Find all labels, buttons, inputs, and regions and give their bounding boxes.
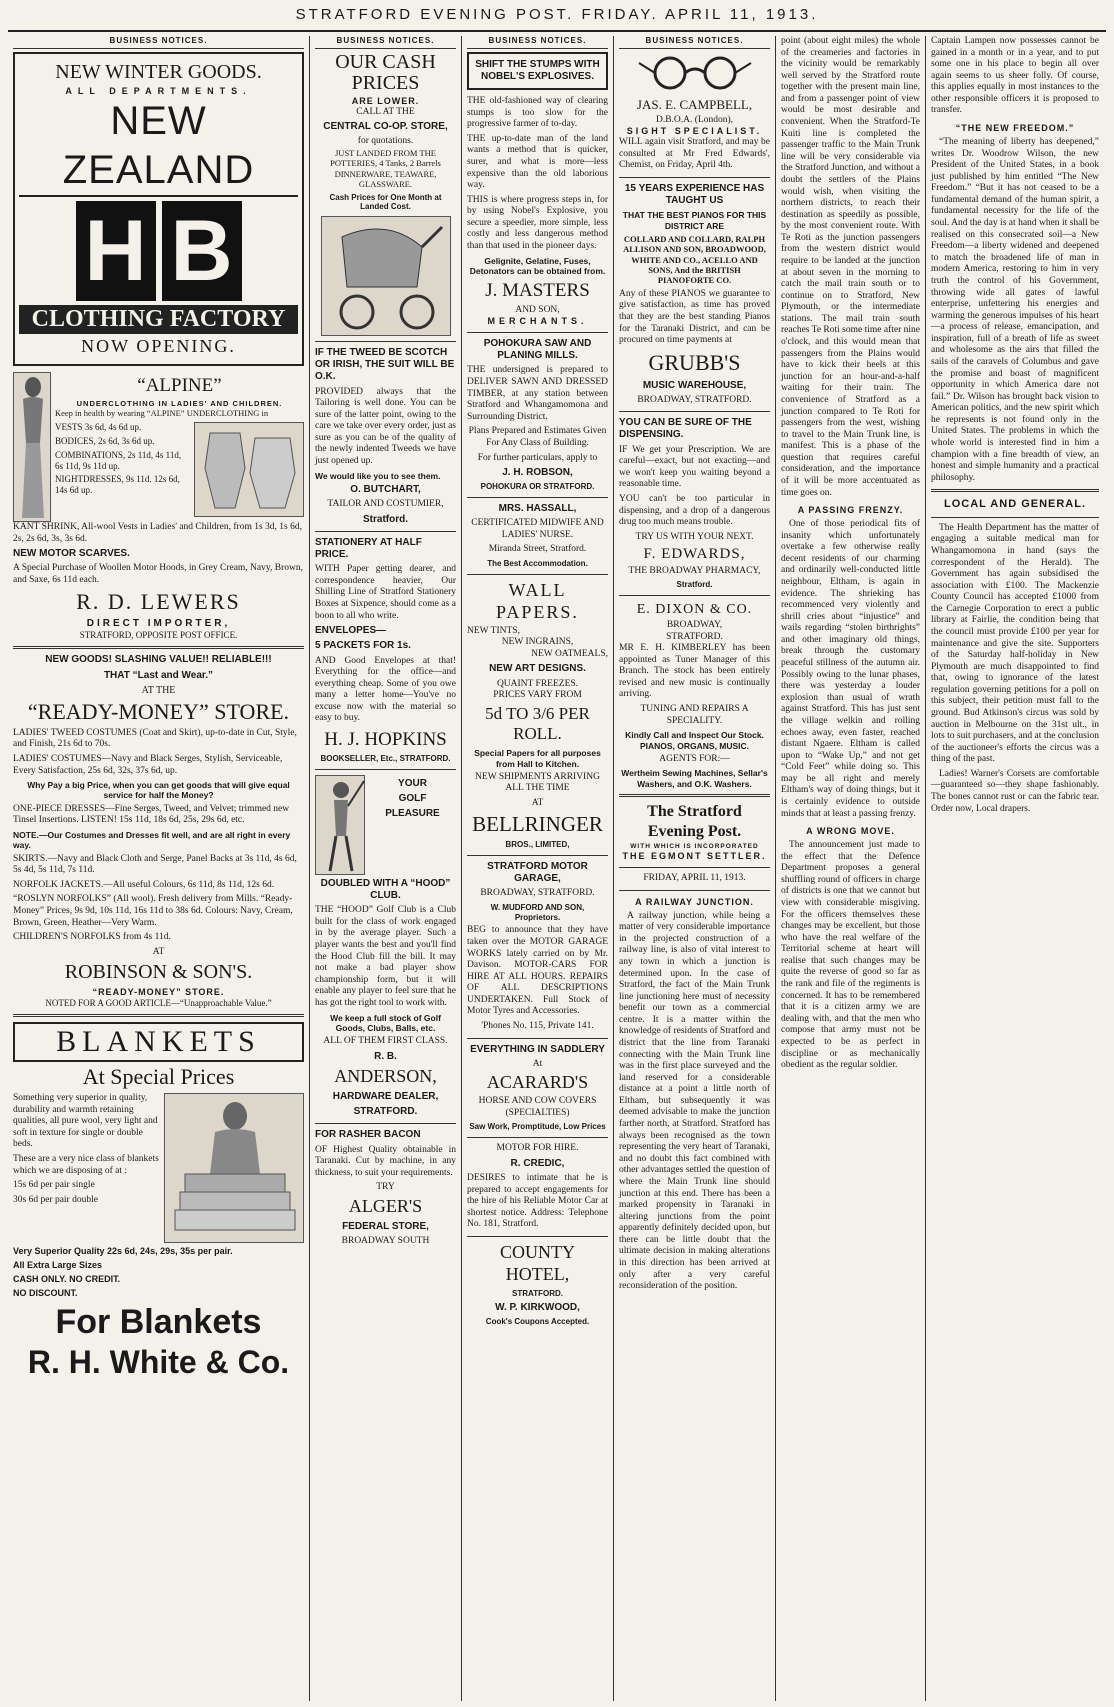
golfer-illustration (315, 775, 365, 875)
golf-your: YOUR (398, 777, 427, 789)
wall-bros: BROS., LIMITED, (505, 840, 570, 850)
ready-tweed: LADIES' TWEED COSTUMES (Coat and Skirt), up-to-date in Cut, Style, and Finish, 21s 6d to 70s. (13, 727, 297, 750)
spectacles-icon (635, 53, 755, 93)
col3-header: BUSINESS NOTICES. (467, 36, 608, 49)
local-hd: LOCAL AND GENERAL. (943, 498, 1087, 511)
wall-prices: PRICES VARY FROM (493, 690, 582, 701)
pianos-bw: BROADWAY, STRATFORD. (637, 394, 752, 405)
cash-lower: ARE LOWER. (351, 95, 420, 106)
ready-note: NOTE.—Our Costumes and Dresses fit well, and are all right in every way. (13, 829, 291, 851)
wall-range: 5d TO 3/6 PER ROLL. (485, 703, 590, 744)
wall-shipments: NEW SHIPMENTS ARRIVING ALL THE TIME (475, 771, 600, 794)
blankets-desc1: Something very superior in quality, durability and warmth retaining qualities, all pure wool, very light and soft in texture for single or double beds. (13, 1093, 158, 1150)
blankets-advert (13, 1022, 304, 1383)
blankets-white: R. H. White & Co. (27, 1344, 290, 1381)
dispensing-try: TRY US WITH YOUR NEXT. (635, 531, 754, 542)
anderson-stratford: STRATFORD. (353, 1106, 418, 1118)
stationery-packets: 5 PACKETS FOR 1s. (315, 640, 411, 652)
motor-desires: DESIRES to intimate that he is prepared to accept engagements for the hire of his Reliable Motor Car at shortest notice. Address: Telephone No. 181, Stratford. (467, 1173, 608, 1230)
lewers-name: R. D. LEWERS (76, 589, 241, 615)
dixon-agents: AGENTS FOR:— (659, 753, 730, 764)
junction-text: A railway junction, while being a matter of very considerable importance in the projected construction of a railway line, is also of vital interest to any town in which a junction is determined upon. In the case of Stratford, the fact of the Main Trunk line junctioning here must of necessity benefit our town as a commercial centre. It is a matter within the knowledge of residents of Stratford and district that the line from Taranaki connecting with the Main Trunk line was in the first place surveyed and the land reserved for a considerable distance at a point a little north of Eltham, but subsequently it was deemed advisable to make the junction farther north, at Stratford. Stratford has always been recognised as the town representing the very heart of Taranaki, and no doubt this fact combined with other advantages settled the question of where the Main Trunk line should junction at this end. There has been a marked propensity in Taranaki in altering junctions from the point apparently definitely decided upon, but there can be little doubt that the ultimate decision in making alterations in this direction has been arrived at only after a very careful reconsideration of the position. (619, 910, 770, 1292)
pohokura-under: THE undersigned is prepared to DELIVER SAWN AND DRESSED TIMBER, at any station between Stratford and Whangamomona and Surrounding District. (467, 365, 608, 422)
butchart-name: O. BUTCHART, (350, 483, 421, 495)
hb-opening: NOW OPENING. (81, 335, 236, 356)
saddlery-acarad: ACARARD'S (486, 1072, 589, 1093)
rasher-federal: FEDERAL STORE, (342, 1220, 429, 1232)
wrong-text: The announcement just made to the effect that the Defence Department proposes a general shuffling round of officers in charge of districts is one that we cannot but view with considerable misgiving. For the officers themselves these changes may be excellent, but those who have the real welfare of the Territorial scheme at heart will realise that such changes may be quite the reverse of good so far as the rank and file of the regiments is concerned. It has to be remembered that it is a citizen army we are dealing with, and that the men who compose that army must not be expected to be as perfect in discipline or as mechanically obedient as the regular soldier. (781, 840, 920, 1071)
rasher-try: TRY (376, 1182, 395, 1193)
ready-onepiece: ONE-PIECE DRESSES—Fine Serges, Tweed, and Velvet; trimmed new Tinsel Insertions. LISTEN! 15s 11d, 18s 6d, 25s, 29s 6d, etc. (13, 803, 290, 826)
garage-beg: BEG to announce that they have taken over the MOTOR GARAGE WORKS lately carried on by Mr. Davison. MOTOR-CARS FOR HIRE AT ALL HOURS. REPAIRS OF ALL DESCRIPTIONS UNDERTAKEN. Full Stock of Motor Tyres and Accessories. (467, 925, 608, 1017)
campbell-will: WILL again visit Stratford, and may be consulted at Mr Fred Edwards', Chemist, on Friday, April 4th. (619, 137, 770, 171)
paper-incorp: WITH WHICH IS INCORPORATED (630, 843, 759, 851)
columns (8, 36, 1106, 1701)
saddlery-at: At (532, 1058, 543, 1069)
ready-norfolk: NORFOLK JACKETS.—All useful Colours, 6s 11d, 8s 11d, 12s 6d. (13, 879, 275, 890)
shift-this: THIS is where progress steps in, for by using Nobel's Explosive, you secure a speedier, more simple, less costly and less dangerous method than that used in the pioneer days. (467, 194, 608, 252)
hb-letter-b: B (162, 201, 242, 301)
ready-rm-store: “READY-MONEY” STORE. (92, 986, 225, 997)
dixon-bw: BROADWAY, (666, 619, 723, 630)
motor-hd: MOTOR FOR HIRE. (496, 1143, 579, 1154)
ready-noted: NOTED FOR A GOOD ARTICLE—“Unapproachable Value.” (45, 997, 272, 1008)
county-strat: STRATFORD. (512, 1288, 563, 1298)
ready-top: NEW GOODS! SLASHING VALUE!! RELIABLE!!! (45, 654, 272, 666)
frenzy-text: One of those periodical fits of insanity which unfortunately overtake a few otherwise really decent residents of our charming and ordinarily well-conducted little neighbour, Eltham, is again in evidence. The shrieking has recommenced very violently and shrill cries about “injustice” and wails regarding “stolen birthrights” and other imaginary old things, break through the customary peaceful stillness of the autumn air. Possibly owing to the lunar phases, there was yesterday a louder explosion than usual of wrath against Stratford. This has just sent the village welkin and rolling echoes away, even faster, reached distant Ngaere. Eltham is called upon to “Wake Up,” and not get “Cold Feet” while doing so. This may be all right and merely Eltham's way of doing things, but it is certainly evidence to outside minds that at least a passing frenzy. (781, 519, 920, 819)
stationery-envelopes: ENVELOPES— (315, 625, 387, 637)
wall-hd: WALL PAPERS. (496, 579, 579, 622)
county-hd: COUNTY HOTEL, (500, 1241, 575, 1284)
garage-mudford: W. MUDFORD AND SON, Proprietors. (490, 902, 585, 922)
ready-robinson: ROBINSON & SON'S. (64, 961, 253, 984)
cash-landed: JUST LANDED FROM THE POTTERIES, 4 Tanks, 2 Barrels DINNERWARE, TEAWARE, GLASSWARE. (330, 148, 441, 190)
blankets-desc2: These are a very nice class of blankets which we are disposing of at : (13, 1153, 159, 1176)
golf-pleasure: PLEASURE (385, 808, 440, 820)
saddlery-sew: Saw Work, Promptitude, Low Prices (469, 1122, 606, 1132)
masters-son: AND SON, (515, 304, 560, 315)
stationery-paper: WITH Paper getting dearer, and correspondence heavier, Our Shilling Line of Stratford Stationery Boxes at Sixpence, should come as a boon to all who write. (315, 564, 456, 621)
wrong-hd: A WRONG MOVE. (806, 826, 895, 837)
anderson-name: ANDERSON, (334, 1066, 437, 1087)
rasher-broadway: BROADWAY SOUTH (341, 1235, 430, 1246)
pianos-best: THAT THE BEST PIANOS FOR THIS DISTRICT ARE (622, 210, 767, 231)
ready-roslyn: “ROSLYN NORFOLKS” (All wool). Fresh delivery from Mills. “Ready-Money” Prices, 9s 9d, 10s 11d, 16s 11d to 38s 6d. Colours: Navy, Cream, Brown, Green, Heather—Very Warm. (13, 894, 293, 928)
shift-uptodate: THE up-to-date man of the land wants a method that is quicker, surer, and what is more—less expensive than the old laborious way. (467, 133, 608, 191)
blankets-price2: 30s 6d per pair double (13, 1194, 98, 1205)
column-3 (462, 36, 614, 1701)
blankets-cash: CASH ONLY. NO CREDIT. (13, 1274, 121, 1285)
motor-credic: R. CREDIC, (510, 1157, 565, 1169)
local-text: The Health Department has the matter of engaging a suitable medical man for Whangamomona in hand (says the correspondent of the Herald). The Government has again subsidised the association with £100. The Mackenzie County Council has accepted £1000 from the Carnegie Corporation to erect a public library at Fairlie, the condition being that the council must provide £100 per year for maintenance and give the site. Supporters of the Saturday half-holiday in New Plymouth are much disappointed to find that, owing to ignorance of the latest regulation governing petitions for a poll on this subject, their petition must fall to the ground. Bud Atkinson's circus was sold by auction in Melbourne on the 31st ult., in lots to suit purchasers, and at the conclusion of the auctioneer's efforts the circus was a thing of the past. (931, 522, 1099, 765)
hb-factory: CLOTHING FACTORY (19, 305, 298, 334)
frenzy-hd: A PASSING FRENZY. (797, 505, 904, 516)
dispensing-hd: YOU CAN BE SURE OF THE DISPENSING. (619, 417, 752, 441)
campbell-name: JAS. E. CAMPBELL, (636, 96, 753, 112)
golf-doubled: DOUBLED WITH A “HOOD” CLUB. (320, 877, 451, 902)
masters-name: J. MASTERS (485, 280, 590, 302)
column-2 (310, 36, 462, 1701)
edwards-pharmacy: THE BROADWAY PHARMACY, (628, 565, 761, 576)
wall-special: Special Papers for all purposes from Hall to Kitchen. (474, 748, 601, 769)
underwear-illustration (194, 422, 304, 517)
hb-advert (13, 52, 304, 366)
hb-nz: NEW ZEALAND (19, 97, 298, 197)
alpine-sub: UNDERCLOTHING IN LADIES' AND CHILDREN. (76, 399, 283, 409)
anderson-hardware: HARDWARE DEALER, (332, 1090, 439, 1102)
ready-title: “READY-MONEY” STORE. (27, 698, 290, 724)
rasher-algers: ALGER'S (348, 1195, 423, 1216)
local-ladies: Ladies! Warner's Corsets are comfortable—guaranteed so—they shape fashionably. The bones cannot rust or can the fabric tear. Order now, Local drapers. (931, 768, 1099, 814)
edwards-strat: Stratford. (676, 580, 713, 590)
dispensing-if: IF We get your Prescription. We are careful—exact, but not exacting—and we won't keep you waiting beyond a reasonable time. (619, 444, 770, 490)
ready-at-the: AT THE (141, 684, 176, 696)
blankets-title: BLANKETS (13, 1022, 304, 1063)
dixon-kimberley: MR E. H. KIMBERLEY has been appointed as Tuner Manager of this Branch. The stock has been entirely revised and new music is continually arriving. (619, 643, 770, 700)
wall-art: NEW ART DESIGNS. (489, 663, 586, 675)
blankets-for: For Blankets (55, 1302, 262, 1341)
county-cooks: Cook's Coupons Accepted. (485, 1316, 590, 1326)
shift-hd: SHIFT THE STUMPS WITH NOBEL'S EXPLOSIVES. (475, 58, 600, 82)
pianos-makers: COLLARD AND COLLARD, RALPH ALLISON AND SON, BROADWOOD, WHITE AND CO., ACELLO AND SONS, And the BRITISH PIANOFORTE CO. (623, 233, 766, 286)
pianos-music: MUSIC WAREHOUSE, (642, 379, 747, 391)
alpine-scarves: A Special Purchase of Woollen Motor Hoods, in Grey Cream, Navy, Brown, and Saxe, 6s 11d each. (13, 563, 303, 585)
campbell-sight: SIGHT SPECIALIST. (626, 126, 763, 137)
shift-old: THE old-fashioned way of clearing stumps is too slow for the progressive farmer of to-day. (467, 96, 608, 130)
blankets-price1: 15s 6d per pair single (13, 1180, 95, 1191)
stationery-hd: STATIONERY AT HALF PRICE. (315, 536, 422, 561)
shift-title-box (467, 52, 608, 90)
wall-ingrains: NEW INGRAINS, (501, 637, 574, 648)
pohokura-hd: POHOKURA SAW AND PLANING MILLS. (483, 338, 592, 362)
paper-date: FRIDAY, APRIL 11, 1913. (643, 873, 746, 884)
edwards-name: F. EDWARDS, (643, 546, 746, 563)
alpine-combinations: COMBINATIONS, 2s 11d, 4s 11d, 6s 11d, 9s 11d up. (55, 449, 182, 471)
masters-merchants: MERCHANTS. (487, 316, 588, 327)
rasher-hd: FOR RASHER BACON (315, 1129, 421, 1141)
wall-tints: NEW TINTS, (467, 625, 520, 636)
butchart-tailor: TAILOR AND COSTUMIER, (327, 499, 444, 510)
pohokura-further: For further particulars, apply to (477, 452, 598, 463)
hassall-name: MRS. HASSALL, (498, 503, 577, 515)
paper-title: The Stratford Evening Post. (647, 803, 742, 840)
paper-settler: THE EGMONT SETTLER. (622, 851, 767, 862)
freedom-text: “The meaning of liberty has deepened,” writes Dr. Woodrow Wilson, the new President of the United States, in a book just published by him entitled “The New Freedom.” “But it has not ceased to be a fundamental demand of the human spirit, a fundamental necessity for the life of the soul. And the day is at hand when it shall be realised on this consecrated soil—a New Freedom—a liberty widened and deepened to match the broadened life of man in modern America, restoring to him in very truth the control of his Government, throwing wide all gates of lawful enterprise, unfettering his energies and warming the generous impulses of his heart—a process of release, emancipation, and inspiration, full of a breath of life as sweet and wholesome as the airs that filled the sails of the caravels of Columbus and gave the promise and boast of magnificent opportunity in which America dare not fail.” Dr. Wilson has brought back vision to American politics, and the new spirit which he represents is not found only in the United States. The problems in which the whole world is interested find in him a champion with a fine breadth of view, an honest and simple humanity and a practical philosophy. (931, 137, 1099, 483)
col4-header: BUSINESS NOTICES. (619, 36, 770, 49)
cash-central: CENTRAL CO-OP. STORE, (323, 121, 448, 133)
tweed-hd: IF THE TWEED BE SCOTCH OR IRISH, THE SUIT WILL BE O.K. (315, 347, 455, 383)
alpine-bodices: BODICES, 2s 6d, 3s 6d up. (55, 435, 155, 446)
saddlery-hd: EVERYTHING IN SADDLERY (470, 1043, 605, 1055)
cash-prices: Cash Prices for One Month at Landed Cost. (329, 192, 442, 212)
hopkins-name: H. J. HOPKINS (324, 729, 447, 751)
pianos-any: Any of these PIANOS we guarantee to give satisfaction, as time has proved that they are the best standing Pianos for the Taranaki District, and can be procured on time payments at (619, 288, 770, 346)
alpine-title: “ALPINE” (137, 374, 222, 396)
golf-golf: GOLF (398, 793, 427, 805)
hb-line1: NEW WINTER GOODS. (55, 60, 262, 83)
col2-header: BUSINESS NOTICES. (315, 36, 456, 49)
hopkins-bookseller: BOOKSELLER, Etc., STRATFORD. (320, 754, 451, 764)
cash-quotations: for quotations. (357, 136, 414, 147)
pohokura-pohokura2: POHOKURA OR STRATFORD. (480, 482, 595, 492)
wall-bellringer: BELLRINGER (472, 811, 603, 836)
column-6 (926, 36, 1104, 1701)
ready-money-advert (13, 654, 304, 1008)
junction-hd: A RAILWAY JUNCTION. (635, 896, 754, 907)
golf-first: ALL OF THEM FIRST CLASS. (323, 1036, 448, 1047)
saddlery-horse: HORSE AND COW COVERS (SPECIALTIES) (478, 1096, 597, 1118)
wall-at: AT (531, 798, 544, 809)
lewers-direct: DIRECT IMPORTER, (86, 618, 231, 630)
wrong-cont: Captain Lampen now possesses cannot be gained in a month or in a year, and to put some one in his place to begin all over again seems to us sheer folly. Of course, this applies equally in most instances to the other responsible officers it is proposed to transfer. (931, 36, 1099, 116)
corset-figure-illustration (13, 372, 51, 522)
junction-cont: point (about eight miles) the whole of the creameries and factories in the vicinity would be remarkably well served by the Stratford route together with the present main line, and from a passenger point of view would be most desirable and convenient. When the Stratford-Te Kuiti line is completed the passenger traffic to the Main Trunk line will be very considerable via the Stratford Junction, and without a doubt the settlers of the Plains would wish, when visiting the northern districts, to reach their destination as speedily as possible, by the most convenient route. With Te Roti as the junction passengers from the western district would require to be landed at the junction at about seven in the morning to catch the mail train south or to continue on to Stratford, New Plymouth, or the intermediate stations. The mail train south reaches Te Roti some time after nine o'clock, and this would mean that passengers from the Plains would have to kick their heels at this junction for an hour-and-a-half waiting for their train. The convenience of Stratford as a junction compared to Te Roti for passengers from the west, wishing to travel to the Main Trunk line, is manifest. This is a phase of the question that requires careful consideration, and the importance of it will be more accentuated as time goes on. (781, 36, 920, 498)
ready-at: AT (152, 946, 165, 957)
golf-keep: We keep a full stock of Golf Goods, Clubs, Balls, etc. (330, 1012, 441, 1033)
dixon-kindly: Kindly Call and Inspect Our Stock. PIANOS, ORGANS, MUSIC. (625, 730, 764, 751)
ready-that: THAT “Last and Wear.” (103, 669, 214, 681)
alpine-advert (13, 372, 304, 641)
hassall-best: The Best Accommodation. (487, 558, 588, 568)
pianos-grubb: GRUBB'S (648, 349, 741, 375)
county-kirkwood: W. P. KIRKWOOD, (495, 1301, 580, 1313)
ready-children: CHILDREN'S NORFOLKS from 4s 11d. (13, 932, 171, 943)
anderson-rb: R. B. (374, 1050, 397, 1062)
dixon-wertheim: Wertheim Sewing Machines, Sellar's Washers, and O.K. Washers. (621, 768, 768, 789)
stationery-good: AND Good Envelopes at that! Everything for the office—and everything cheap. Some of you owe many a letter home—You've no excuse now with the material so easy to buy. (315, 655, 456, 724)
dixon-tuning: TUNING AND REPAIRS A SPECIALITY. (640, 704, 749, 726)
cash-title: OUR CASH PRICES (335, 50, 436, 94)
hassall-miranda: Miranda Street, Stratford. (488, 544, 587, 555)
shift-gelignite: Gelignite, Gelatine, Fuses, Detonators can be obtained from. (469, 255, 606, 276)
wall-oatmeals: NEW OATMEALS, (531, 648, 608, 659)
ready-costumes: LADIES' COSTUMES—Navy and Black Serges, Stylish, Serviceable, Every Satisfaction, 25s 6d, 32s, 37s 6d, up. (13, 753, 283, 776)
ready-why: Why Pay a big Price, when you can get goods that will give equal service for half the Money? (27, 780, 290, 801)
garage-hd: STRATFORD MOTOR GARAGE, (487, 860, 588, 885)
butchart-stratford: Stratford. (363, 513, 408, 525)
garage-phones: 'Phones No. 115, Private 141. (481, 1021, 594, 1032)
wall-friezes: QUAINT FREEZES. (496, 678, 579, 689)
golf-hood: THE “HOOD” Golf Club is a Club built for the class of work engaged in by the average player. Such a player wants the best and you'll find the Hood Club fill the bill. It may not make a bad player show championship form, but it will enable any player to feel sure that he has got the right tool to work with. (315, 905, 456, 1008)
campbell-doa: D.B.O.A. (London), (655, 114, 734, 125)
blankets-superior: Very Superior Quality 22s 6d, 24s, 29s, 35s per pair. (13, 1246, 233, 1257)
ready-skirts: SKIRTS.—Navy and Black Cloth and Serge, Panel Backs at 3s 11d, 4s 6d, 5s 4d, 5s 11d, 7s 11d. (13, 853, 297, 876)
lewers-address: STRATFORD, OPPOSITE POST OFFICE. (79, 630, 238, 641)
pianos-fifteen: 15 YEARS EXPERIENCE HAS TAUGHT US (624, 182, 765, 207)
alpine-scarves-hd: NEW MOTOR SCARVES. (13, 548, 130, 560)
pohokura-robson: J. H. ROBSON, (502, 467, 573, 479)
hb-letter-h: H (76, 201, 156, 301)
dixon-name: E. DIXON & CO. (636, 601, 753, 617)
rasher-quality: OF Highest Quality obtainable in Taranaki. Cut by machine, in any thickness, to suit your requirements. (315, 1144, 456, 1178)
blankets-extra: All Extra Large Sizes (13, 1260, 103, 1271)
alpine-vests: VESTS 3s 6d, 4s 6d up. (55, 421, 142, 432)
tweed-like: We would like you to see them. (315, 470, 441, 481)
freedom-hd: “THE NEW FREEDOM.” (955, 123, 1075, 134)
hassall-midwife: CERTIFICATED MIDWIFE AND LADIES' NURSE. (471, 518, 604, 540)
blankets-discount: NO DISCOUNT. (13, 1287, 78, 1298)
garage-broadway: BROADWAY, STRATFORD. (480, 888, 595, 899)
blankets-sub: At Special Prices (82, 1064, 235, 1090)
alpine-kant: KANT SHRINK, All-wool Vests in Ladies' and Children, from 1s 3d, 1s 6d, 2s, 2s 6d, 3s, 3s 6d. (13, 521, 302, 544)
blanket-lady-illustration (164, 1093, 304, 1243)
alpine-nightdresses: NIGHTDRESSES, 9s 11d. 12s 6d, 14s 6d up. (55, 474, 180, 496)
dixon-strat: STRATFORD. (666, 631, 723, 642)
dispensing-cant: YOU can't be too particular in dispensing, and a drop of a dangerous drug too much means trouble. (619, 493, 770, 528)
tweed-provided: PROVIDED always that the Tailoring is well done. You can be sure of the latter point, owing to the care we take over every order, just as sure as you can be of the quality of the newly indented Tweeds we have just opened up. (315, 386, 456, 467)
masthead: STRATFORD EVENING POST. FRIDAY. APRIL 11, 1913. (8, 6, 1106, 32)
col1-header: BUSINESS NOTICES. (13, 36, 304, 49)
column-1 (8, 36, 310, 1701)
hb-line2: ALL DEPARTMENTS. (65, 86, 252, 97)
pohokura-plans: Plans Prepared and Estimates Given For Any Class of Building. (468, 426, 607, 448)
cash-call: CALL AT THE (356, 106, 415, 117)
column-5 (776, 36, 926, 1701)
alpine-keep: Keep in health by wearing “ALPINE” UNDERCLOTHING in (55, 408, 269, 419)
hb-logo (19, 201, 298, 301)
column-4 (614, 36, 776, 1701)
pram-illustration (321, 216, 451, 336)
